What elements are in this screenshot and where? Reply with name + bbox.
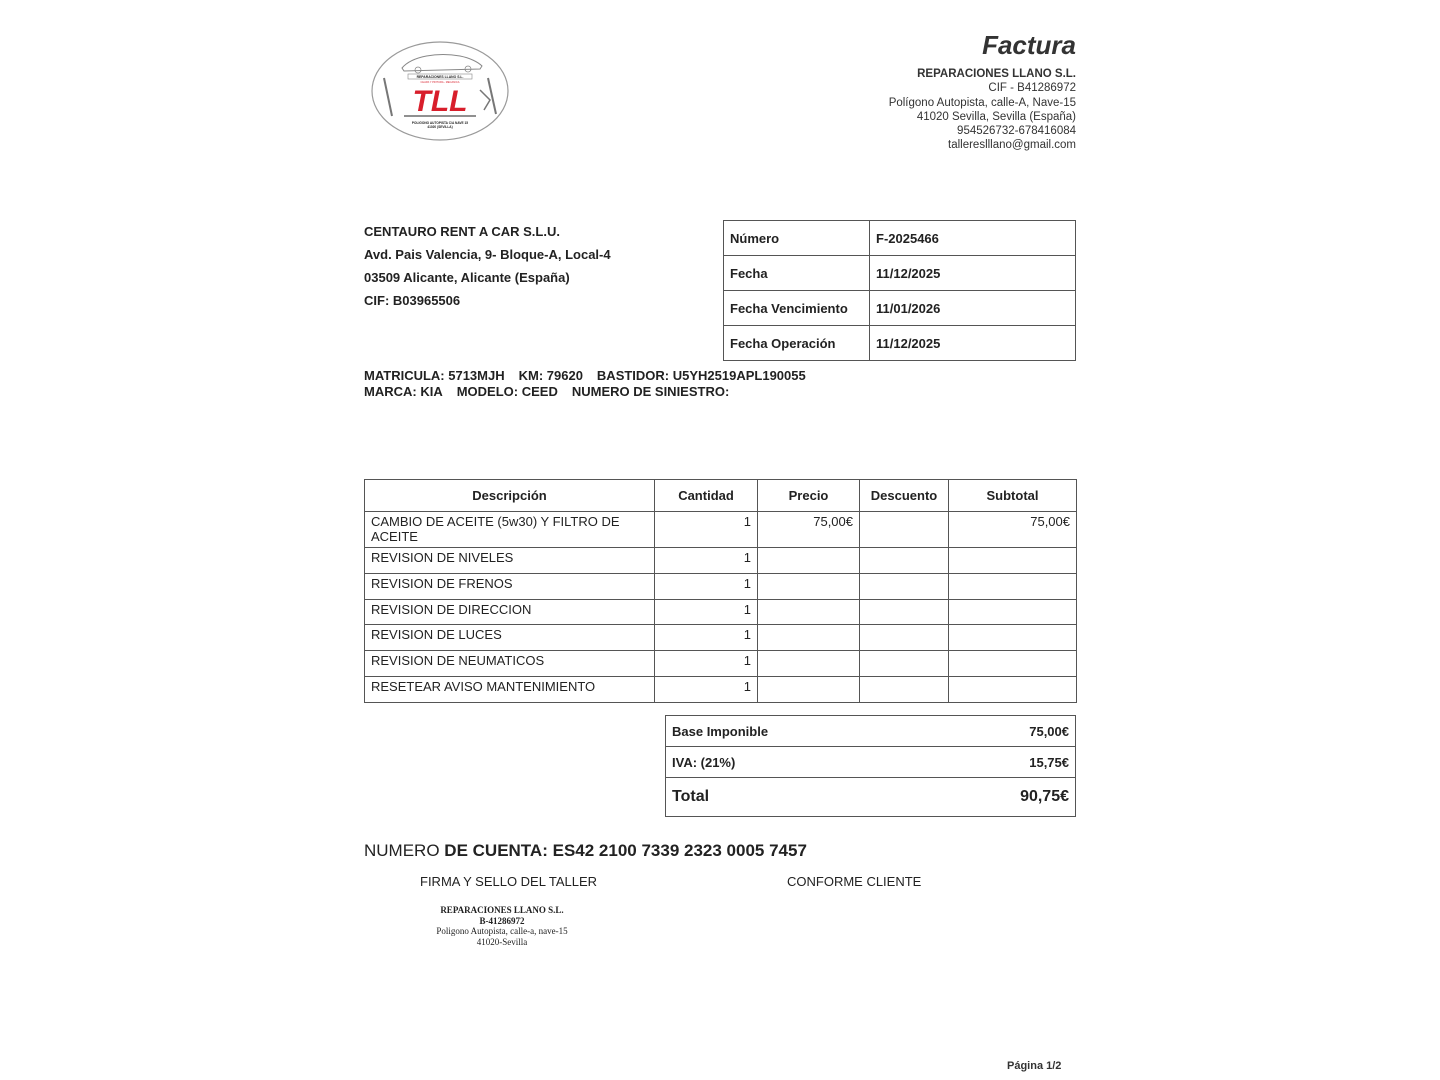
- item-price: [758, 548, 860, 574]
- account-iban: ES42 2100 7339 2323 0005 7457: [552, 841, 807, 860]
- client-cif: CIF: B03965506: [364, 293, 461, 308]
- svg-text:41020 (SEVILLA): 41020 (SEVILLA): [427, 125, 453, 129]
- totals-table: [665, 715, 1076, 817]
- client-address-1: Avd. Pais Valencia, 9- Bloque-A, Local-4: [364, 247, 611, 262]
- item-description: REVISION DE NIVELES: [365, 548, 655, 574]
- vehicle-vin: BASTIDOR: U5YH2519APL190055: [596, 368, 806, 383]
- table-row: [365, 548, 1077, 574]
- workshop-signature-label: FIRMA Y SELLO DEL TALLER: [420, 874, 598, 889]
- item-subtotal: [949, 599, 1077, 625]
- item-subtotal: [949, 651, 1077, 677]
- stamp-line-1: REPARACIONES LLANO S.L.: [440, 905, 564, 915]
- vehicle-km: KM: 79620: [518, 368, 583, 383]
- info-label: Fecha Vencimiento: [724, 291, 870, 326]
- iva-value: 15,75€: [927, 747, 1075, 778]
- table-row: [365, 573, 1077, 599]
- item-discount: [860, 676, 949, 702]
- item-discount: [860, 651, 949, 677]
- page-number: Página 1/2: [1007, 1060, 1062, 1072]
- stamp-line-3: Poligono Autopista, calle-a, nave-15: [436, 926, 568, 936]
- item-subtotal: [949, 548, 1077, 574]
- issuer-phone: 954526732-678416084: [957, 125, 1076, 138]
- item-quantity: 1: [655, 573, 758, 599]
- account-prefix: NUMERO: [364, 841, 440, 860]
- item-discount: [860, 625, 949, 651]
- total-value: 90,75€: [927, 778, 1075, 817]
- vehicle-plate: MATRICULA: 5713MJH: [364, 368, 505, 383]
- invoice-info-table: [723, 220, 1076, 361]
- items-table: [364, 479, 1077, 703]
- col-header-subtotal: Subtotal: [949, 480, 1077, 512]
- item-description: REVISION DE NEUMATICOS: [365, 651, 655, 677]
- bank-account: [364, 841, 807, 861]
- col-header-discount: Descuento: [860, 480, 949, 512]
- table-row: [365, 651, 1077, 677]
- item-price: [758, 651, 860, 677]
- account-label: DE CUENTA:: [444, 841, 548, 860]
- issuer-name: REPARACIONES LLANO S.L.: [917, 68, 1076, 80]
- table-row: [365, 625, 1077, 651]
- item-quantity: 1: [655, 676, 758, 702]
- info-row: [724, 291, 1076, 326]
- item-subtotal: [949, 676, 1077, 702]
- item-price: [758, 599, 860, 625]
- item-price: [758, 573, 860, 599]
- issuer-email: tallereslllano@gmail.com: [948, 139, 1076, 152]
- client-signature-label: CONFORME CLIENTE: [787, 874, 922, 889]
- svg-text:POLIGONO AUTOPISTA C/A NAVE 15: POLIGONO AUTOPISTA C/A NAVE 15: [411, 121, 469, 125]
- info-row: [724, 221, 1076, 256]
- info-label: Número: [724, 221, 870, 256]
- svg-text:REPARACIONES LLANO S.L.: REPARACIONES LLANO S.L.: [416, 75, 464, 79]
- vehicle-line-2: [364, 384, 806, 400]
- info-value: 11/12/2025: [870, 256, 1076, 291]
- item-description: REVISION DE DIRECCION: [365, 599, 655, 625]
- vehicle-block: [364, 368, 806, 400]
- item-price: 75,00€: [758, 512, 860, 548]
- total-label: Total: [666, 778, 928, 817]
- svg-text:TLL: TLL: [412, 85, 468, 118]
- info-value: 11/01/2026: [870, 291, 1076, 326]
- info-row: [724, 256, 1076, 291]
- item-subtotal: [949, 573, 1077, 599]
- item-discount: [860, 512, 949, 548]
- items-header-row: [365, 480, 1077, 512]
- col-header-description: Descripción: [365, 480, 655, 512]
- document-title: Factura: [982, 30, 1076, 60]
- info-value: 11/12/2025: [870, 326, 1076, 361]
- iva-label: IVA: (21%): [666, 747, 928, 778]
- vehicle-brand: MARCA: KIA: [364, 384, 443, 399]
- item-description: CAMBIO DE ACEITE (5w30) Y FILTRO DE ACEITE: [365, 512, 655, 548]
- item-price: [758, 676, 860, 702]
- totals-row-iva: [666, 747, 1076, 778]
- item-description: REVISION DE FRENOS: [365, 573, 655, 599]
- issuer-cif: CIF - B41286972: [988, 82, 1076, 95]
- client-address-2: 03509 Alicante, Alicante (España): [364, 270, 570, 285]
- item-description: RESETEAR AVISO MANTENIMIENTO: [365, 676, 655, 702]
- issuer-block: [889, 67, 1076, 153]
- vehicle-claim-number: NUMERO DE SINIESTRO:: [571, 384, 730, 399]
- item-quantity: 1: [655, 548, 758, 574]
- info-label: Fecha Operación: [724, 326, 870, 361]
- item-quantity: 1: [655, 625, 758, 651]
- item-price: [758, 625, 860, 651]
- info-value: F-2025466: [870, 221, 1076, 256]
- item-description: REVISION DE LUCES: [365, 625, 655, 651]
- issuer-address-1: Polígono Autopista, calle-A, Nave-15: [888, 96, 1076, 109]
- client-block: [364, 220, 611, 312]
- vehicle-line-1: [364, 368, 806, 384]
- item-quantity: 1: [655, 512, 758, 548]
- vehicle-model: MODELO: CEED: [456, 384, 558, 399]
- item-quantity: 1: [655, 651, 758, 677]
- item-subtotal: [949, 625, 1077, 651]
- company-logo: [368, 38, 512, 144]
- base-value: 75,00€: [927, 716, 1075, 747]
- item-subtotal: 75,00€: [949, 512, 1077, 548]
- totals-row-total: [666, 778, 1076, 817]
- info-label: Fecha: [724, 256, 870, 291]
- info-row: [724, 326, 1076, 361]
- client-name: CENTAURO RENT A CAR S.L.U.: [364, 224, 560, 239]
- col-header-price: Precio: [758, 480, 860, 512]
- stamp-line-2: B-41286972: [479, 915, 525, 926]
- issuer-address-2: 41020 Sevilla, Sevilla (España): [916, 110, 1076, 123]
- item-quantity: 1: [655, 599, 758, 625]
- item-discount: [860, 573, 949, 599]
- item-discount: [860, 599, 949, 625]
- svg-text:CHAPA Y PINTURA - MECANICA: CHAPA Y PINTURA - MECANICA: [420, 81, 460, 84]
- totals-row-base: [666, 716, 1076, 747]
- company-stamp: [430, 905, 574, 947]
- item-discount: [860, 548, 949, 574]
- table-row: [365, 599, 1077, 625]
- col-header-quantity: Cantidad: [655, 480, 758, 512]
- base-label: Base Imponible: [666, 716, 928, 747]
- table-row: [365, 512, 1077, 548]
- table-row: [365, 676, 1077, 702]
- stamp-line-4: 41020-Sevilla: [476, 936, 528, 947]
